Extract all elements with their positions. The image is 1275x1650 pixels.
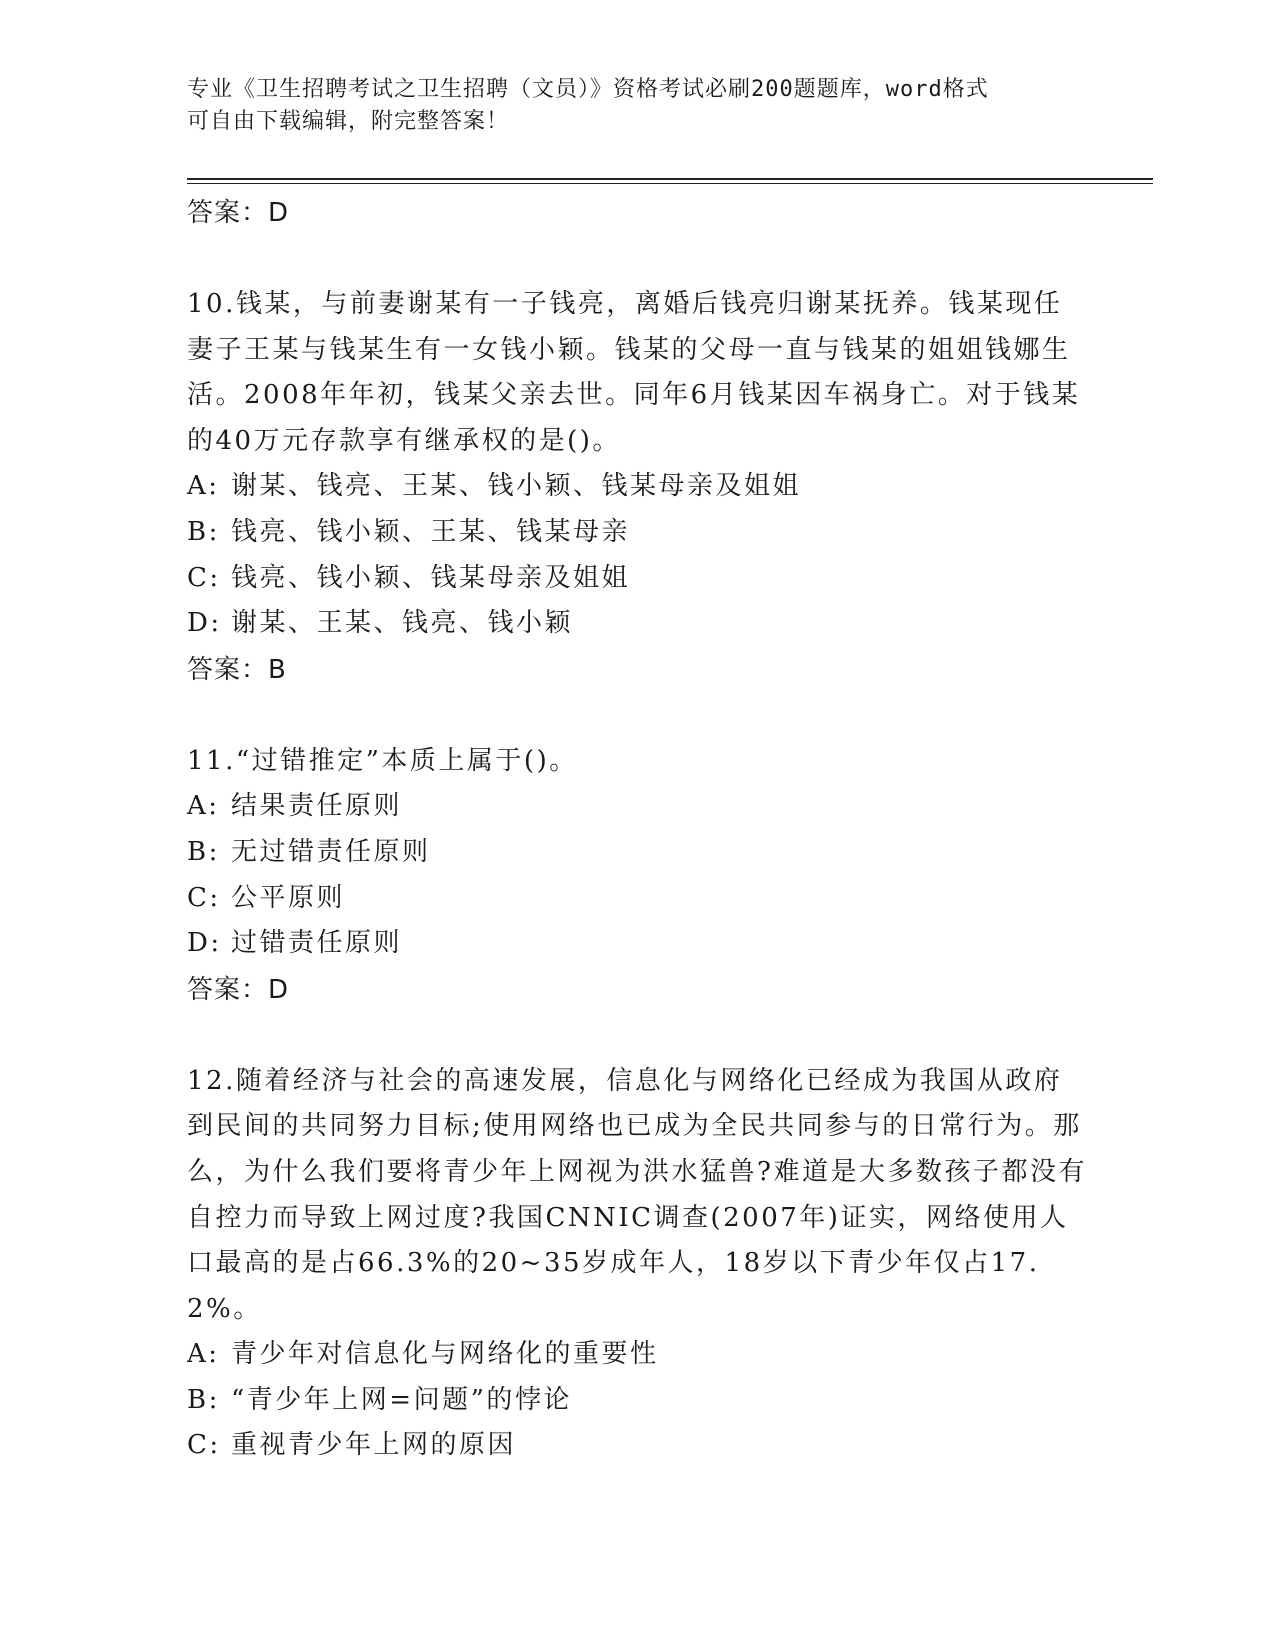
option-key: D:	[187, 928, 222, 959]
option-text: 谢某、钱亮、王某、钱小颖、钱某母亲及姐姐	[231, 471, 802, 502]
question-stem: 11.“过错推定”本质上属于()。	[187, 745, 578, 776]
option-text: 无过错责任原则	[231, 836, 431, 867]
option-text: 过错责任原则	[231, 928, 403, 959]
question-11	[187, 739, 1087, 1013]
option-key: D:	[187, 608, 222, 639]
option-key: B:	[187, 1384, 220, 1415]
option-key: C:	[187, 882, 221, 913]
answer-11: 答案：D	[187, 974, 290, 1005]
option-b	[187, 510, 1087, 556]
answer-previous: 答案：D	[187, 198, 290, 228]
option-c	[187, 1423, 1087, 1469]
option-c	[187, 556, 1087, 602]
option-c	[187, 876, 1087, 922]
option-a	[187, 464, 1087, 510]
option-a	[187, 784, 1087, 830]
document-body	[187, 190, 1087, 1469]
option-b	[187, 1378, 1087, 1424]
option-key: C:	[187, 562, 221, 593]
option-text: 谢某、王某、钱亮、钱小颖	[231, 608, 574, 639]
header-line-2: 可自由下载编辑，附完整答案！	[187, 109, 510, 134]
option-d	[187, 921, 1087, 967]
option-text: 公平原则	[231, 882, 346, 913]
option-key: A:	[187, 791, 220, 822]
document-header	[187, 74, 1087, 138]
option-text: 钱亮、钱小颖、王某、钱某母亲	[231, 516, 631, 547]
question-stem: 10.钱某，与前妻谢某有一子钱亮，离婚后钱亮归谢某抚养。钱某现任妻子王某与钱某生有一女钱小颖。钱某的父母一直与钱某的姐姐钱娜生活。2008年年初，钱某父亲去世。同年6月钱某因车祸身亡。对于钱某的40万元存款享有继承权的是()。	[187, 289, 1081, 456]
header-divider-thick	[187, 178, 1153, 180]
option-a	[187, 1332, 1087, 1378]
option-d	[187, 601, 1087, 647]
option-text: 重视青少年上网的原因	[231, 1430, 517, 1461]
option-key: C:	[187, 1430, 221, 1461]
question-10	[187, 282, 1087, 693]
option-text: 钱亮、钱小颖、钱某母亲及姐姐	[231, 562, 631, 593]
option-text: 青少年对信息化与网络化的重要性	[231, 1339, 659, 1370]
question-stem: 12.随着经济与社会的高速发展，信息化与网络化已经成为我国从政府到民间的共同努力目标;使用网络也已成为全民共同参与的日常行为。那么，为什么我们要将青少年上网视为洪水猛兽?难道是大多数孩子都没有自控力而导致上网过度?我国CNNIC调查(2007年)证实，网络使用人口最高的是占66.3%的20~35岁成年人，18岁以下青少年仅占17.2%。	[187, 1065, 1087, 1324]
header-line-1: 专业《卫生招聘考试之卫生招聘（文员）》资格考试必刷200题题库，word格式	[187, 77, 989, 102]
answer-10: 答案：B	[187, 654, 287, 685]
option-text: 结果责任原则	[231, 791, 403, 822]
header-divider-thin	[187, 183, 1153, 184]
option-key: A:	[187, 471, 220, 502]
option-key: A:	[187, 1339, 220, 1370]
option-b	[187, 830, 1087, 876]
option-key: B:	[187, 516, 220, 547]
option-key: B:	[187, 836, 220, 867]
option-text: “青少年上网=问题”的悖论	[231, 1384, 572, 1415]
question-12	[187, 1059, 1087, 1469]
